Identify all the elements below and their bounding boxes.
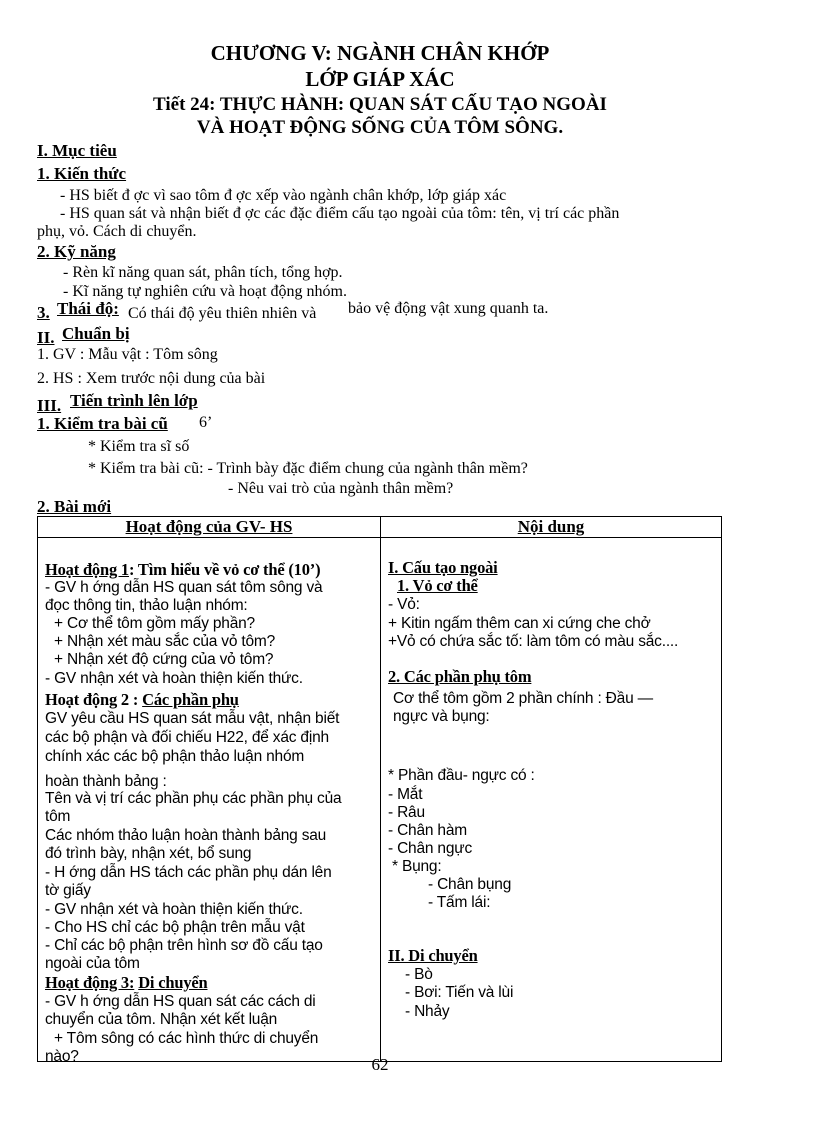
content-line: +Vỏ có chứa sắc tố: làm tôm có màu sắc....	[388, 633, 679, 650]
activities-column	[38, 538, 381, 1065]
lesson-subtitle: VÀ HOẠT ĐỘNG SỐNG CỦA TÔM SÔNG.	[196, 117, 564, 138]
activity-line: + Nhận xét độ cứng của vỏ tôm?	[54, 651, 274, 668]
new-lesson-heading: 2. Bài mới	[37, 497, 112, 516]
content-line: - Râu	[388, 804, 425, 821]
activity-line: - GV h ớng dẫn HS quan sát tôm sông và	[45, 579, 323, 596]
content-line: ngực và bụng:	[393, 708, 490, 725]
section-prep-heading: Chuẩn bị	[62, 324, 130, 343]
table-header-activities: Hoạt động của GV- HS	[38, 517, 381, 538]
activity-line: ngoài của tôm	[45, 955, 140, 972]
content-line: + Kitin ngấm thêm can xi cứng che chở	[388, 615, 651, 632]
activity-line: + Tôm sông có các hình thức di chuyển	[54, 1030, 319, 1047]
activity-line: nào?	[45, 1048, 79, 1065]
skills-heading: 2. Kỹ năng	[37, 242, 116, 261]
content-line: Cơ thể tôm gồm 2 phần chính : Đầu —	[393, 690, 653, 707]
table-header-content: Nội dung	[381, 517, 722, 538]
activity-line: chính xác các bộ phận thảo luận nhóm	[45, 748, 305, 765]
activity-line: Tên và vị trí các phần phụ các phần phụ của	[45, 790, 342, 807]
review-attendance: * Kiểm tra sĩ số	[88, 438, 190, 455]
content-subheading: 1. Vỏ cơ thể	[397, 576, 478, 595]
activity-3-heading: Hoạt động 3: Di chuyển	[45, 973, 208, 992]
section-prep-number: II.	[37, 328, 55, 347]
section-objectives-heading: I. Mục tiêu	[37, 141, 117, 160]
knowledge-item-2: - HS quan sát và nhận biết đ ợc các đặc điểm cấu tạo ngoài của tôm: tên, vị trí các phần	[60, 205, 620, 222]
skill-item-1: - Rèn kĩ năng quan sát, phân tích, tổng hợp.	[63, 264, 343, 281]
review-question-1: * Kiểm tra bài cũ: - Trình bày đặc điểm chung của ngành thân mềm?	[88, 460, 528, 477]
content-line: - Chân bụng	[428, 876, 512, 893]
activity-line: - GV nhận xét và hoàn thiện kiến thức.	[45, 901, 303, 918]
attitude-text-cont: bảo vệ động vật xung quanh ta.	[348, 300, 549, 317]
attitude-text: Có thái độ yêu thiên nhiên và	[128, 305, 317, 322]
activity-line: - Cho HS chỉ các bộ phận trên mẫu vật	[45, 919, 305, 936]
content-line: - Bò	[405, 966, 433, 983]
lesson-title: Tiết 24: THỰC HÀNH: QUAN SÁT CẤU TẠO NGOÀI	[153, 94, 607, 115]
content-column	[381, 538, 722, 1062]
knowledge-item-1: - HS biết đ ợc vì sao tôm đ ợc xếp vào ngành chân khớp, lớp giáp xác	[60, 187, 507, 204]
activity-line: hoàn thành bảng :	[45, 773, 167, 790]
review-time: 6’	[199, 414, 213, 431]
content-line: - Nhảy	[405, 1003, 450, 1020]
review-heading: 1. Kiểm tra bài cũ	[37, 414, 168, 433]
section-procedure-number: III.	[37, 396, 62, 415]
attitude-number: 3.	[37, 303, 50, 322]
section-procedure-heading: Tiến trình lên lớp	[70, 391, 198, 410]
activity-line: Các nhóm thảo luận hoàn thành bảng sau	[45, 827, 327, 844]
activity-line: GV yêu cầu HS quan sát mẫu vật, nhận biết	[45, 710, 340, 727]
activity-line: chuyển của tôm. Nhận xét kết luận	[45, 1011, 278, 1028]
knowledge-item-2-cont: phụ, vỏ. Cách di chuyển.	[37, 223, 197, 240]
content-line: - Vỏ:	[388, 596, 420, 613]
activity-line: các bộ phận và đối chiếu H22, để xác định	[45, 729, 329, 746]
content-line: - Tấm lái:	[428, 894, 491, 911]
skill-item-2: - Kĩ năng tự nghiên cứu và hoạt động nhóm.	[63, 283, 347, 300]
activity-line: đọc thông tin, thảo luận nhóm:	[45, 597, 248, 614]
page-number: 62	[371, 1055, 389, 1074]
content-heading: I. Cấu tạo ngoài	[388, 558, 498, 577]
content-line: - Mắt	[388, 786, 423, 803]
content-line: - Bơi: Tiến và lùi	[405, 984, 514, 1001]
chapter-title: CHƯƠNG V: NGÀNH CHÂN KHỚP	[210, 41, 550, 65]
prep-student: 2. HS : Xem trước nội dung của bài	[37, 370, 266, 387]
activity-line: + Cơ thể tôm gồm mấy phần?	[54, 615, 255, 632]
activity-line: tờ giấy	[45, 882, 91, 899]
prep-teacher: 1. GV : Mẫu vật : Tôm sông	[37, 346, 218, 363]
content-heading: II. Di chuyển	[388, 946, 478, 965]
activity-1-heading: Hoạt động 1: Tìm hiểu về vỏ cơ thể (10’)	[45, 560, 321, 579]
content-line: - Chân ngực	[388, 840, 472, 857]
activity-line: - GV h ớng dẫn HS quan sát các cách di	[45, 993, 316, 1010]
content-line: * Phần đầu- ngực có :	[388, 767, 535, 784]
attitude-heading: Thái độ:	[57, 299, 119, 318]
activity-2-heading: Hoạt động 2 : Các phần phụ	[45, 690, 239, 709]
content-line: * Bụng:	[392, 858, 442, 875]
activity-line: + Nhận xét màu sắc của vỏ tôm?	[54, 633, 276, 650]
activity-line: - H ớng dẫn HS tách các phần phụ dán lên	[45, 864, 332, 881]
activity-line: - Chỉ các bộ phận trên hình sơ đồ cấu tạo	[45, 937, 323, 954]
content-line: - Chân hàm	[388, 822, 467, 839]
content-subheading: 2. Các phần phụ tôm	[388, 667, 532, 686]
review-question-2: - Nêu vai trò của ngành thân mềm?	[228, 480, 454, 497]
knowledge-heading: 1. Kiến thức	[37, 164, 127, 183]
activity-line: - GV nhận xét và hoàn thiện kiến thức.	[45, 670, 303, 687]
activity-line: đó trình bày, nhận xét, bổ sung	[45, 845, 252, 862]
class-title: LỚP GIÁP XÁC	[305, 67, 455, 91]
activity-line: tôm	[45, 808, 71, 825]
